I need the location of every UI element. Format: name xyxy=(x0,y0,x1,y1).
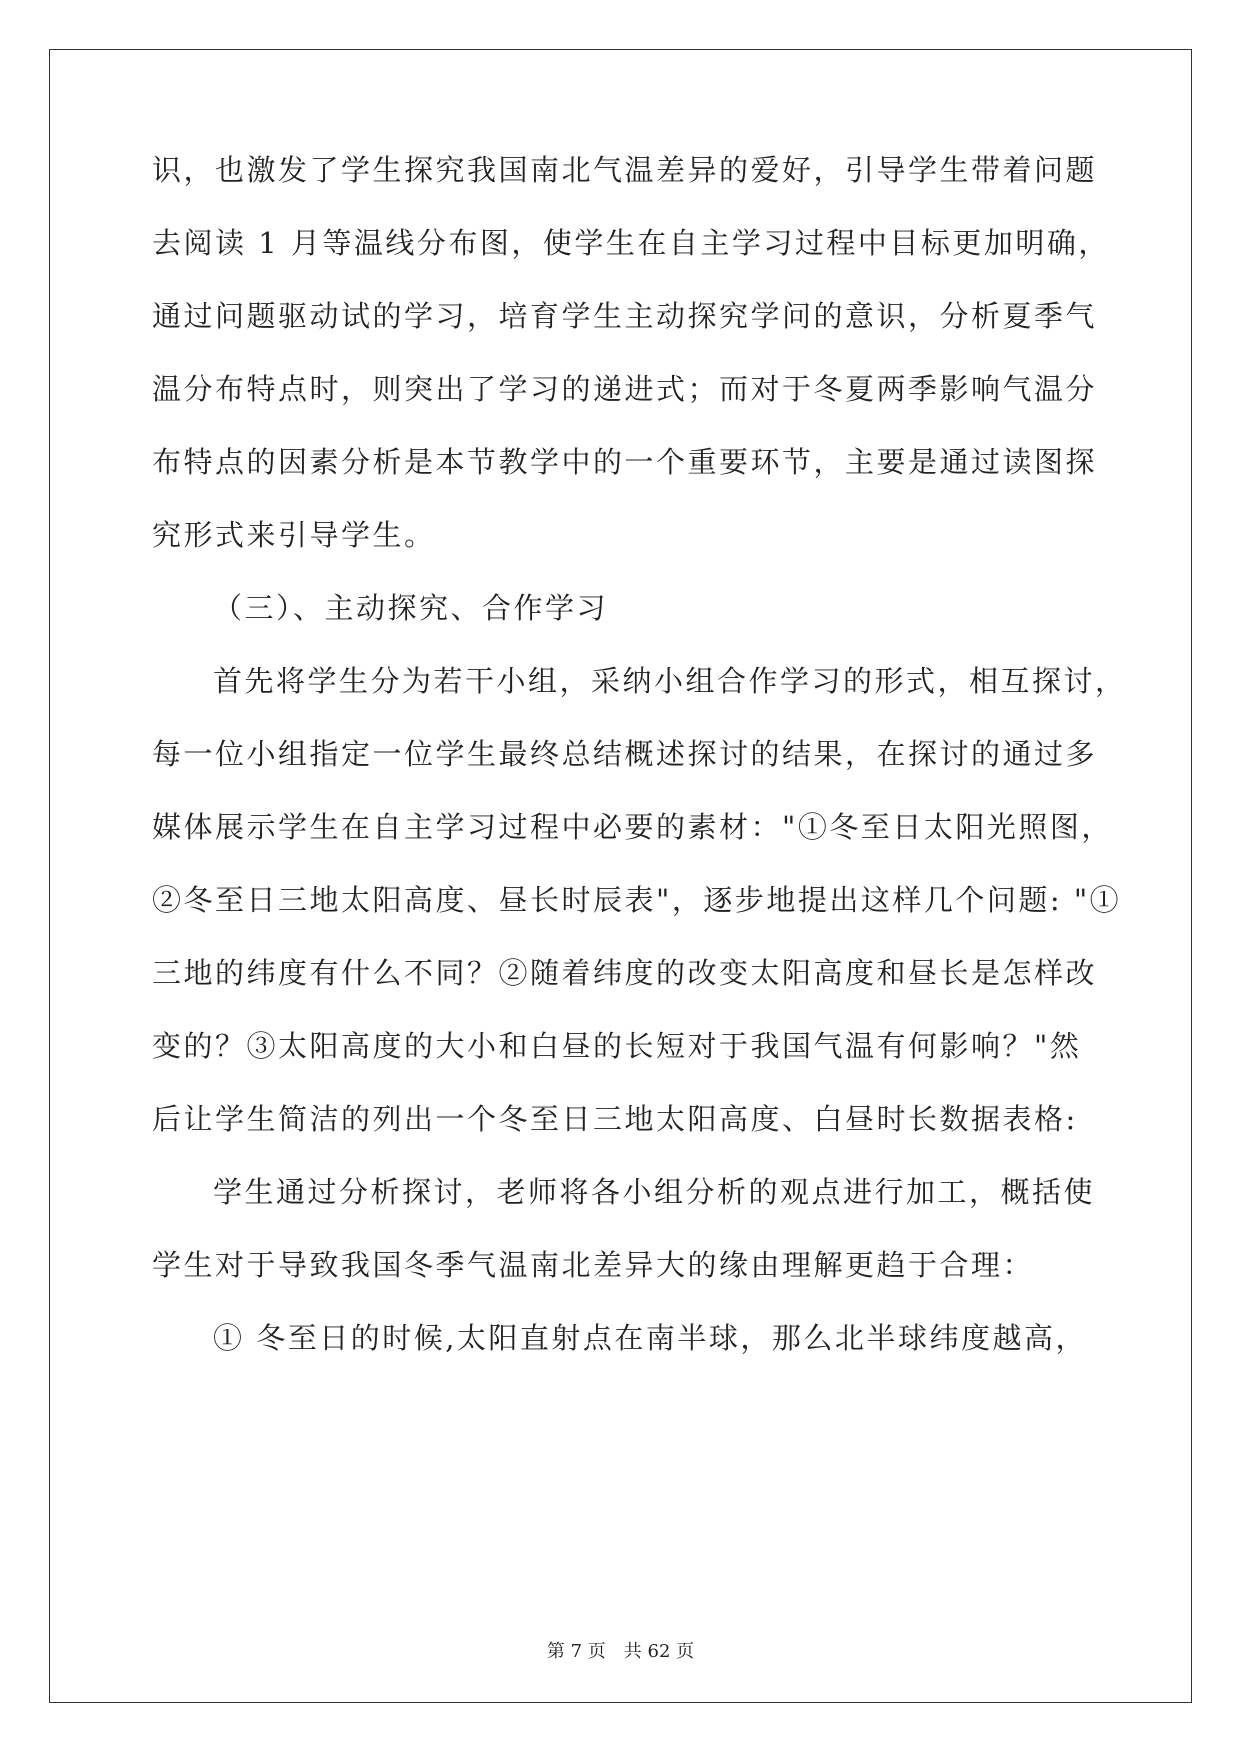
text-line: 三地的纬度有什么不同？②随着纬度的改变太阳高度和昼长是怎样改 xyxy=(152,956,1098,990)
text-line: 变的？③太阳高度的大小和白昼的长短对于我国气温有何影响？"然 xyxy=(152,1029,1082,1063)
section-heading: （三）、主动探究、合作学习 xyxy=(213,591,609,625)
text-line: 去阅读 1 月等温线分布图，使学生在自主学习过程中目标更加明确， xyxy=(152,226,1110,260)
text-line: 学生对于导致我国冬季气温南北差异大的缘由理解更趋于合理： xyxy=(152,1248,1035,1282)
text-line: 首先将学生分为若干小组，采纳小组合作学习的形式，相互探讨， xyxy=(213,664,1127,698)
page-number: 第 7 页 共 62 页 xyxy=(546,1641,695,1662)
text-line: 每一位小组指定一位学生最终总结概述探讨的结果，在探讨的通过多 xyxy=(152,737,1098,771)
text-line: 究形式来引导学生。 xyxy=(152,518,436,552)
text-line: 布特点的因素分析是本节教学中的一个重要环节，主要是通过读图探 xyxy=(152,445,1098,479)
text-line: ① 冬至日的时候,太阳直射点在南半球，那么北半球纬度越高， xyxy=(213,1321,1087,1355)
text-line: 媒体展示学生在自主学习过程中必要的素材："①冬至日太阳光照图， xyxy=(152,810,1113,844)
text-line: 温分布特点时，则突出了学习的递进式；而对于冬夏两季影响气温分 xyxy=(152,372,1098,406)
text-line: ②冬至日三地太阳高度、昼长时辰表"，逐步地提出这样几个问题: "① xyxy=(152,883,1122,917)
text-line: 学生通过分析探讨，老师将各小组分析的观点进行加工，概括使 xyxy=(213,1175,1096,1209)
text-line: 通过问题驱动试的学习，培育学生主动探究学问的意识，分析夏季气 xyxy=(152,299,1098,333)
text-line: 后让学生简洁的列出一个冬至日三地太阳高度、白昼时长数据表格: xyxy=(152,1102,1078,1136)
text-line: 识，也激发了学生探究我国南北气温差异的爱好，引导学生带着问题 xyxy=(152,153,1098,187)
